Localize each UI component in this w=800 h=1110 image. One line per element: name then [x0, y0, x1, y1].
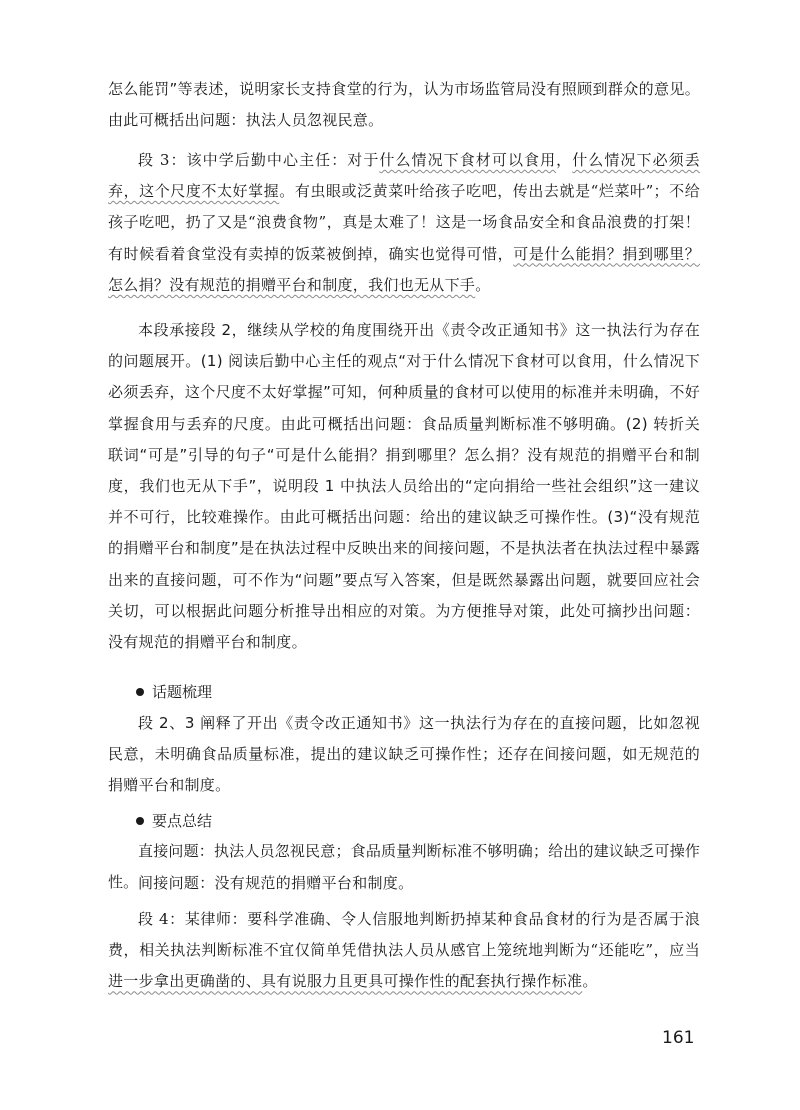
bullet-icon	[136, 688, 144, 696]
section-4-label: 段 4：	[138, 910, 185, 928]
wavy-underlined-text: 进一步拿出更确凿的、具有说服力且更具可操作性的配套执行操作标准	[108, 972, 583, 991]
quote-text: 。	[582, 972, 598, 991]
section-3-label: 段 3：	[138, 151, 187, 169]
section-4-quote	[108, 904, 700, 998]
quote-text: 。	[475, 275, 491, 294]
topic-sorting-paragraph: 段 2、3 阐释了开出《责令改正通知书》这一执法行为存在的直接问题，比如忽视民意，未明确食品质量标准，提出的建议缺乏可操作性；还存在间接问题，如无规范的捐赠平台和制度。	[108, 714, 700, 795]
wavy-underlined-text: 可是什么能捐？捐到哪里？怎么捐？没有规范的捐赠平台和制度，我们也无从下手	[108, 244, 700, 294]
section-3-analysis: 本段承接段 2，继续从学校的角度围绕开出《责令改正通知书》这一执法行为存在的问题展开。(1) 阅读后勤中心主任的观点“对于什么情况下食材可以食用，什么情况下必须丢弃，这个尺度不太好掌握”可知，何种质量的食材可以使用的标准并未明确，不好掌握食用与丢弃的尺度。由此可概括出问题：食品质量判断标准不够明确。(2) 转折关联词“可是”引导的句子“可是什么能捐？捐到哪里？怎么捐？没有规范的捐赠平台和制度，我们也无从下手”，说明段 1 中执法人员给出的“定向捐给一些社会组织”这一建议并不可行，比较难操作。由此可概括出问题：给出的建议缺乏可操作性。(3)“没有规范的捐赠平台和制度”是在执法过程中反映出来的间接问题，不是执法者在执法过程中暴露出来的直接问题，可不作为“问题”要点写入答案，但是既然暴露出问题，就要回应社会关切，可以根据此问题分析推导出相应的对策。为方便推导对策，此处可摘抄出问题：没有规范的捐赠平台和制度。	[108, 321, 700, 652]
quote-text: ，	[556, 151, 573, 169]
bullet-icon	[136, 817, 144, 825]
key-points-title: 要点总结	[152, 812, 213, 830]
indirect-problems: 间接问题：没有规范的捐赠平台和制度。	[138, 874, 414, 892]
quote-text: 该中学后勤中心主任：对于	[186, 151, 380, 169]
section-3-quote	[108, 145, 700, 301]
page-number: 161	[662, 1028, 695, 1048]
wavy-underlined-text: 什么情况下必须丢弃，这个尺度不太好掌握	[108, 151, 701, 201]
direct-problems: 直接问题：执法人员忽视民意；食品质量判断标准不够明确；给出的建议缺乏可操作性。	[108, 842, 700, 892]
topic-sorting-title: 话题梳理	[152, 683, 213, 701]
quote-text: 。有虫眼或泛黄菜叶给孩子吃吧，传出去就是“烂菜叶”；不给孩子吃吧，扔了又是“浪费食物”，真是太难了！这是一场食品安全和食品浪费的打架！有时候看着食堂没有卖掉的饭菜被倒掉，确实也觉得可惜，	[108, 182, 700, 263]
intro-paragraph: 怎么能罚”等表述，说明家长支持食堂的行为，认为市场监管局没有照顾到群众的意见。由此可概括出问题：执法人员忽视民意。	[108, 80, 700, 130]
wavy-underlined-text: 什么情况下食材可以食用	[379, 151, 557, 169]
topic-sorting-heading	[136, 680, 212, 704]
key-points-heading	[136, 809, 212, 833]
quote-text: 某律师：要科学准确、令人信服地判断扔掉某种食品食材的行为是否属于浪费，相关执法判断标准不宜仅简单凭借执法人员从感官上笼统地判断为“还能吃”，应当	[108, 910, 701, 960]
